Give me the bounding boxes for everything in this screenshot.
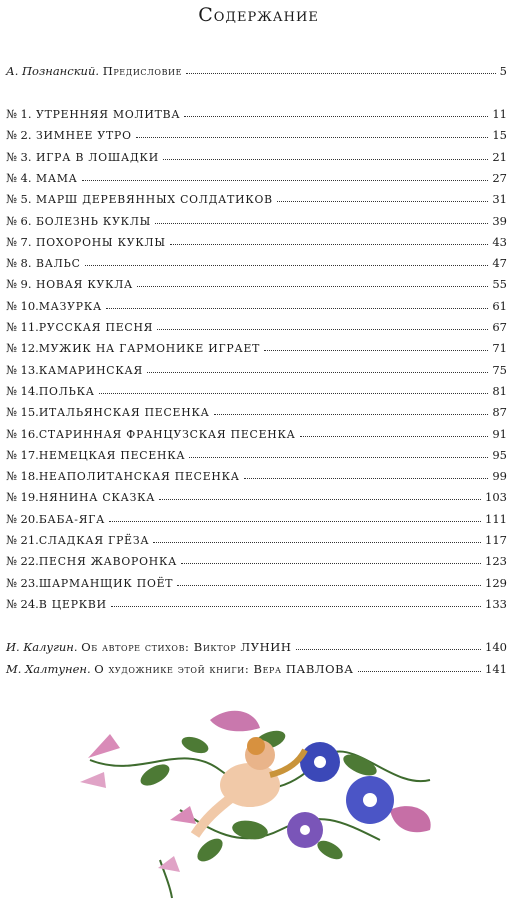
dot-leader bbox=[136, 137, 489, 138]
dot-leader bbox=[157, 329, 488, 330]
entry-title: ЗИМНЕЕ УТРО bbox=[36, 129, 132, 143]
cherub-figure bbox=[195, 737, 305, 835]
dot-leader bbox=[106, 308, 488, 309]
toc-entry-row[interactable] bbox=[6, 548, 507, 568]
page-number: 103 bbox=[485, 490, 507, 505]
page-number: 5 bbox=[499, 64, 507, 78]
afterword-title: Об авторе стихов: Виктор ЛУНИН bbox=[81, 640, 292, 654]
entry-number: № 9. bbox=[6, 277, 32, 292]
entry-title: БОЛЕЗНЬ КУКЛЫ bbox=[36, 214, 152, 228]
dot-leader bbox=[109, 521, 481, 522]
entry-title: ШАРМАНЩИК ПОЁТ bbox=[38, 576, 174, 590]
entry-number: № 19. bbox=[6, 490, 39, 505]
entry-title: МАРШ ДЕРЕВЯННЫХ СОЛДАТИКОВ bbox=[36, 193, 273, 207]
toc-afterword-row[interactable] bbox=[6, 656, 507, 676]
entry-number: № 13. bbox=[6, 362, 39, 377]
entry-number: № 24. bbox=[6, 596, 39, 611]
entry-title: МАМА bbox=[36, 171, 78, 185]
entry-title: ВАЛЬС bbox=[36, 257, 81, 271]
entry-title: БАБА-ЯГА bbox=[38, 512, 106, 526]
dot-leader bbox=[153, 542, 481, 543]
toc-entry-row[interactable] bbox=[6, 208, 507, 228]
dot-leader bbox=[111, 606, 481, 607]
toc-entry-row[interactable] bbox=[6, 101, 507, 121]
entry-title: НЯНИНА СКАЗКА bbox=[38, 491, 156, 505]
entry-number: № 4. bbox=[6, 170, 32, 185]
entry-title: ИТАЛЬЯНСКАЯ ПЕСЕНКА bbox=[38, 406, 210, 420]
toc-entry-row[interactable] bbox=[6, 442, 507, 462]
toc-entry-row[interactable] bbox=[6, 165, 507, 185]
page-number: 61 bbox=[492, 298, 507, 313]
entry-number: № 11. bbox=[6, 320, 39, 334]
entry-title: НОВАЯ КУКЛА bbox=[36, 278, 134, 292]
dot-leader bbox=[189, 457, 488, 458]
toc-entry-row[interactable] bbox=[6, 463, 507, 483]
preface-author: А. Познанский. bbox=[6, 64, 100, 78]
entry-title: В ЦЕРКВИ bbox=[38, 597, 107, 611]
dot-leader bbox=[181, 563, 481, 564]
toc-entry-row[interactable] bbox=[6, 186, 507, 206]
dot-leader bbox=[155, 223, 488, 224]
page-number: 21 bbox=[492, 149, 507, 164]
toc-entry-row[interactable] bbox=[6, 314, 507, 334]
dot-leader bbox=[147, 372, 488, 373]
dot-leader bbox=[177, 585, 481, 586]
toc-entry-row[interactable] bbox=[6, 229, 507, 249]
dot-leader bbox=[184, 116, 488, 117]
afterword-title: О художнике этой книги: Вера ПАВЛОВА bbox=[94, 662, 354, 676]
toc-entry-row[interactable] bbox=[6, 250, 507, 270]
entry-number: № 6. bbox=[6, 213, 32, 228]
page-number: 129 bbox=[485, 575, 507, 590]
entry-title: РУССКАЯ ПЕСНЯ bbox=[38, 321, 154, 334]
toc-entry-row[interactable] bbox=[6, 484, 507, 504]
dot-leader bbox=[358, 671, 482, 672]
entry-number: № 18. bbox=[6, 469, 39, 484]
toc-entry-row[interactable] bbox=[6, 570, 507, 590]
page-number: 15 bbox=[492, 128, 507, 143]
dot-leader bbox=[244, 478, 489, 479]
entry-title: ПОХОРОНЫ КУКЛЫ bbox=[36, 235, 166, 249]
page-number: 87 bbox=[492, 405, 507, 420]
entry-title: ИГРА В ЛОШАДКИ bbox=[36, 150, 159, 164]
entry-number: № 10. bbox=[6, 298, 39, 313]
entry-title: СТАРИННАЯ ФРАНЦУЗСКАЯ ПЕСЕНКА bbox=[38, 427, 296, 441]
entry-title: КАМАРИНСКАЯ bbox=[38, 363, 144, 377]
entry-title: НЕМЕЦКАЯ ПЕСЕНКА bbox=[38, 448, 186, 462]
page-number: 55 bbox=[492, 277, 507, 292]
entry-title: НЕАПОЛИТАНСКАЯ ПЕСЕНКА bbox=[38, 470, 240, 484]
entry-number: № 7. bbox=[6, 234, 32, 249]
dot-leader bbox=[186, 73, 496, 74]
toc-entry-row[interactable] bbox=[6, 271, 507, 291]
entry-title: СЛАДКАЯ ГРЁЗА bbox=[38, 534, 150, 547]
page-number: 141 bbox=[485, 662, 507, 676]
afterword-author: И. Калугин. bbox=[6, 640, 78, 654]
entry-number: № 23. bbox=[6, 575, 39, 590]
dot-leader bbox=[264, 350, 488, 351]
toc-entry-row[interactable] bbox=[6, 378, 507, 398]
entry-number: № 5. bbox=[6, 192, 32, 207]
entry-number: № 17. bbox=[6, 447, 39, 462]
toc-entry-row[interactable] bbox=[6, 527, 507, 547]
entry-number: № 1. bbox=[6, 107, 32, 121]
entry-number: № 22. bbox=[6, 554, 39, 569]
page-number: 71 bbox=[492, 341, 507, 356]
page-number: 11 bbox=[492, 107, 507, 121]
page-number: 75 bbox=[492, 362, 507, 377]
page-number: 43 bbox=[492, 234, 507, 249]
page-number: 123 bbox=[485, 554, 507, 569]
entry-number: № 3. bbox=[6, 149, 32, 164]
toc-entry-row[interactable] bbox=[6, 506, 507, 526]
entry-title: МУЖИК НА ГАРМОНИКЕ ИГРАЕТ bbox=[38, 342, 261, 356]
page-number: 47 bbox=[492, 256, 507, 271]
page-number: 95 bbox=[492, 447, 507, 462]
dot-leader bbox=[163, 159, 488, 160]
entry-number: № 12. bbox=[6, 341, 39, 356]
page-number: 117 bbox=[485, 533, 507, 547]
dot-leader bbox=[85, 265, 489, 266]
entry-title: ПОЛЬКА bbox=[38, 384, 95, 398]
toc-entry-row[interactable] bbox=[6, 399, 507, 419]
page-number: 140 bbox=[485, 640, 507, 654]
dot-leader bbox=[159, 499, 481, 500]
toc-entry-row[interactable] bbox=[6, 591, 507, 611]
dot-leader bbox=[296, 649, 482, 650]
toc-entry-row[interactable] bbox=[6, 421, 507, 441]
dot-leader bbox=[214, 414, 489, 415]
toc-entry-row[interactable] bbox=[6, 122, 507, 142]
dot-leader bbox=[170, 244, 489, 245]
page-number: 39 bbox=[492, 213, 507, 228]
dot-leader bbox=[82, 180, 489, 181]
afterword-author: М. Халтунен. bbox=[6, 662, 91, 676]
entry-number: № 8. bbox=[6, 256, 32, 271]
dot-leader bbox=[99, 393, 489, 394]
entry-number: № 20. bbox=[6, 511, 39, 526]
toc-entry-row[interactable] bbox=[6, 144, 507, 164]
entry-number: № 16. bbox=[6, 426, 39, 441]
page-number: 81 bbox=[492, 383, 507, 398]
page-number: 91 bbox=[492, 426, 507, 441]
morning-glory-cherub-illustration bbox=[60, 700, 460, 900]
page-number: 31 bbox=[492, 192, 507, 207]
page-number: 99 bbox=[492, 469, 507, 484]
entry-number: № 15. bbox=[6, 405, 39, 420]
toc-afterword-row[interactable] bbox=[6, 634, 507, 654]
entry-number: № 2. bbox=[6, 128, 32, 143]
page-number: 67 bbox=[492, 320, 507, 334]
entry-title: МАЗУРКА bbox=[38, 299, 102, 313]
preface-title: Предисловие bbox=[102, 64, 183, 78]
dot-leader bbox=[277, 201, 488, 202]
page-number: 133 bbox=[485, 596, 507, 611]
dot-leader bbox=[137, 286, 488, 287]
entry-title: ПЕСНЯ ЖАВОРОНКА bbox=[38, 555, 178, 569]
toc-entry-row[interactable] bbox=[6, 293, 507, 313]
dot-leader bbox=[300, 436, 489, 437]
entry-title: УТРЕННЯЯ МОЛИТВА bbox=[36, 108, 181, 121]
page-number: 111 bbox=[485, 511, 507, 526]
page-number: 27 bbox=[492, 170, 507, 185]
toc-preface-row[interactable] bbox=[6, 58, 507, 78]
toc-entry-row[interactable] bbox=[6, 357, 507, 377]
entry-number: № 21. bbox=[6, 533, 39, 547]
toc-entry-row[interactable] bbox=[6, 335, 507, 355]
entry-number: № 14. bbox=[6, 383, 39, 398]
page-title: Содержание bbox=[198, 4, 319, 26]
